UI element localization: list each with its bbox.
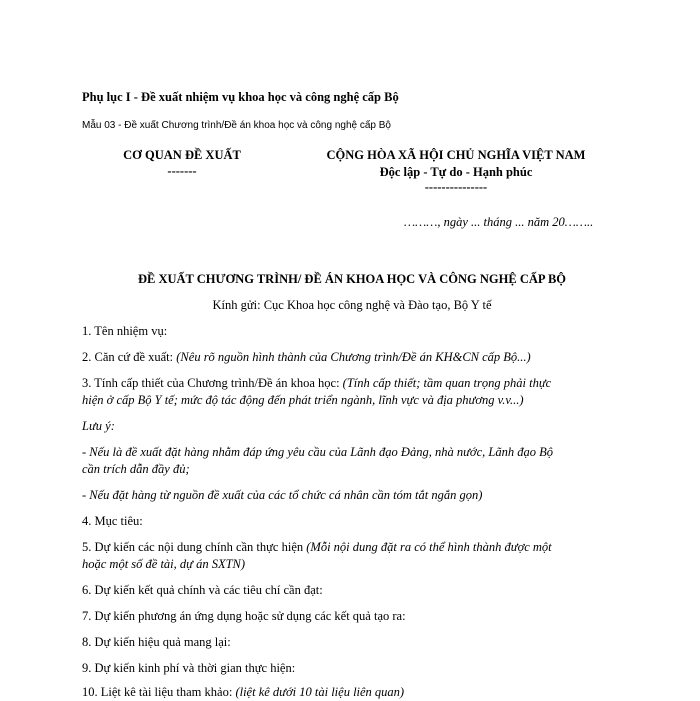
note-title: Lưu ý: (82, 419, 115, 433)
date-line: ………, ngày ... tháng ... năm 20…….. (404, 215, 594, 229)
item-3-note: (Tính cấp thiết; tầm quan trọng phải thực (342, 376, 552, 390)
recipient: Kính gửi: Cục Khoa học công nghệ và Đào tạo, Bộ Y tế (212, 298, 492, 312)
document-title: ĐỀ XUẤT CHƯƠNG TRÌNH/ ĐỀ ÁN KHOA HỌC VÀ CÔNG NGHỆ CẤP BỘ (137, 272, 567, 286)
item-4: 4. Mục tiêu: (82, 514, 143, 528)
item-9: 9. Dự kiến kinh phí và thời gian thực hiện: (82, 661, 296, 675)
note-1-cont: cần trích dẫn đầy đủ; (82, 462, 190, 476)
motto: Độc lập - Tự do - Hạnh phúc (379, 165, 533, 179)
item-10 (82, 684, 622, 701)
item-3-label: 3. Tính cấp thiết của Chương trình/Đề án khoa học: (82, 376, 343, 390)
item-8: 8. Dự kiến hiệu quả mang lại: (82, 635, 231, 649)
item-6: 6. Dự kiến kết quả chính và các tiêu chí cần đạt: (82, 583, 323, 597)
note-1: - Nếu là đề xuất đặt hàng nhằm đáp ứng yêu cầu của Lãnh đạo Đảng, nhà nước, Lãnh đạo Bộ (82, 445, 553, 459)
agency-separator: ------- (167, 164, 197, 178)
item-10-note: (liệt kê dưới 10 tài liệu liên quan) (235, 685, 405, 699)
agency-name: CƠ QUAN ĐỀ XUẤT (123, 148, 241, 162)
item-2-label: 2. Căn cứ đề xuất: (82, 350, 177, 364)
appendix-title: Phụ lục I - Đề xuất nhiệm vụ khoa học và công nghệ cấp Bộ (82, 90, 399, 104)
item-3 (82, 375, 622, 392)
item-7: 7. Dự kiến phương án ứng dụng hoặc sử dụng các kết quả tạo ra: (82, 609, 406, 623)
form-code: Mẫu 03 - Đề xuất Chương trình/Đề án khoa học và công nghệ cấp Bộ (82, 120, 391, 131)
item-3-note-cont: hiện ở cấp Bộ Y tế; mức độ tác động đến phát triển ngành, lĩnh vực và địa phương v.v...) (82, 393, 524, 407)
item-2 (82, 349, 622, 366)
motto-separator: --------------- (424, 180, 488, 194)
item-5 (82, 539, 622, 556)
item-5-note-cont: hoặc một số đề tài, dự án SXTN) (82, 557, 246, 571)
item-1: 1. Tên nhiệm vụ: (82, 324, 168, 338)
item-5-label: 5. Dự kiến các nội dung chính cần thực hiện (82, 540, 307, 554)
item-2-note: (Nêu rõ nguồn hình thành của Chương trình/Đề án KH&CN cấp Bộ...) (176, 350, 531, 364)
note-2: - Nếu đặt hàng từ nguồn đề xuất của các tổ chức cá nhân cần tóm tắt ngắn gọn) (82, 488, 483, 502)
item-5-note: (Mỗi nội dung đặt ra có thể hình thành được một (306, 540, 552, 554)
nation-title: CỘNG HÒA XÃ HỘI CHỦ NGHĨA VIỆT NAM (326, 148, 586, 162)
item-10-label: 10. Liệt kê tài liệu tham khảo: (82, 685, 236, 699)
